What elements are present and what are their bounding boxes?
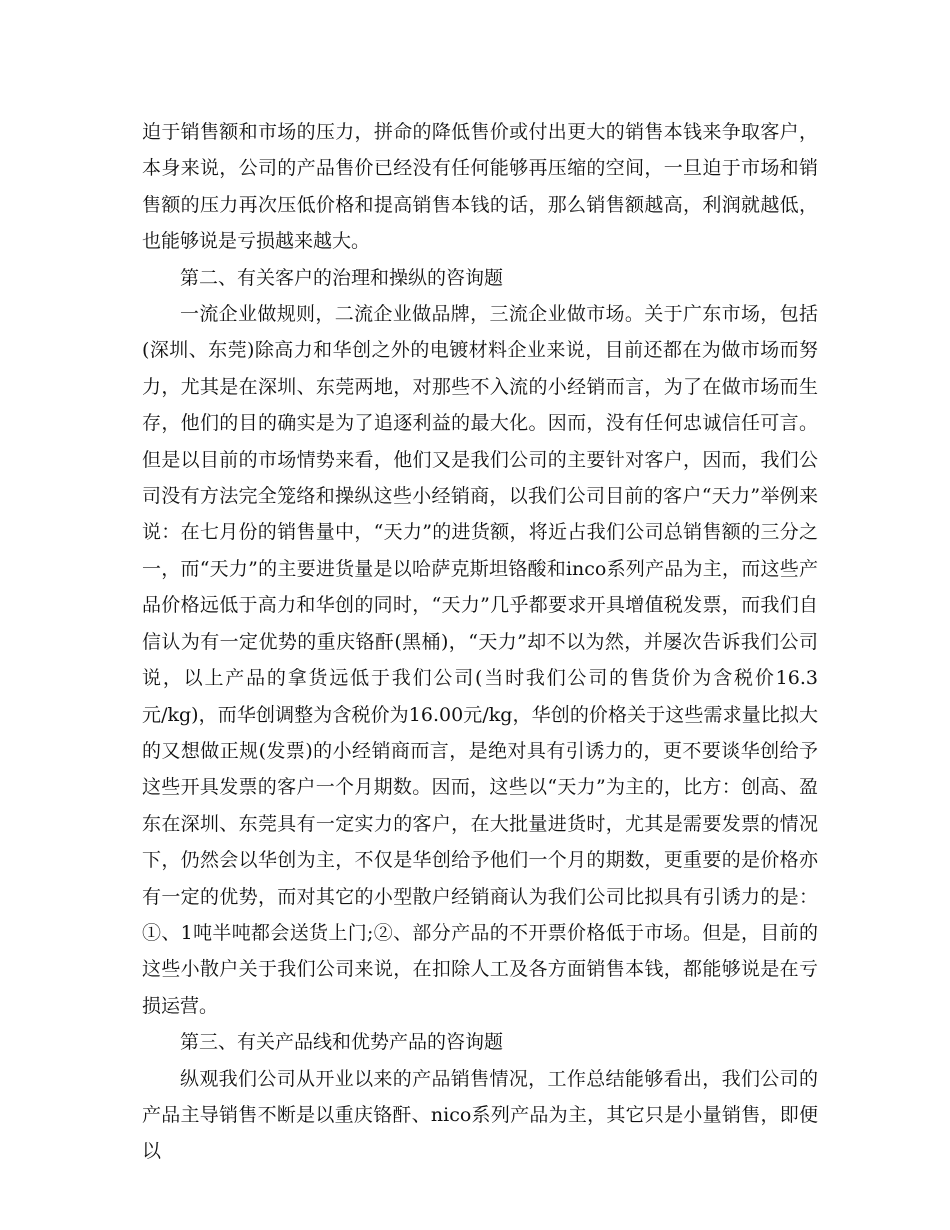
section-heading-customer-management: 第二、有关客户的治理和操纵的咨询题 — [180, 266, 504, 289]
paragraph-product-line: 纵观我们公司从开业以来的产品销售情况，工作总结能够看出，我们公司的产品主导销售不断是以重庆铬酐、nico系列产品为主，其它只是小量销售，即便以 — [142, 1067, 818, 1163]
document-body — [142, 114, 818, 1170]
section-heading-product-line: 第三、有关产品线和优势产品的咨询题 — [180, 1031, 504, 1054]
paragraph-customer-management: 一流企业做规则，二流企业做品牌，三流企业做市场。关于广东市场，包括(深圳、东莞)除高力和华创之外的电镀材料企业来说，目前还都在为做市场而努力，尤其是在深圳、东莞两地，对那些不入流的小经销而言，为了在做市场而生存，他们的目的确实是为了追逐利益的最大化。因而，没有任何忠诚信任可言。但是以目前的市场情势来看，他们又是我们公司的主要针对客户，因而，我们公司没有方法完全笼络和操纵这些小经销商，以我们公司目前的客户“天力”举例来说：在七月份的销售量中，“天力”的进货额，将近占我们公司总销售额的三分之一，而“天力”的主要进货量是以哈萨克斯坦铬酸和inco系列产品为主，而这些产品价格远低于高力和华创的同时，“天力”几乎都要求开具增值税发票，而我们自信认为有一定优势的重庆铬酐(黑桶)，“天力”却不以为然，并屡次告诉我们公司说，以上产品的拿货远低于我们公司(当时我们公司的售货价为含税价16.3元/kg)，而华创调整为含税价为16.00元/kg，华创的价格关于这些需求量比拟大的又想做正规(发票)的小经销商而言，是绝对具有引诱力的，更不要谈华创给予这些开具发票的客户一个月期数。因而，这些以“天力”为主的，比方：创高、盈东在深圳、东莞具有一定实力的客户，在大批量进货时，尤其是需要发票的情况下，仍然会以华创为主，不仅是华创给予他们一个月的期数，更重要的是价格亦有一定的优势，而对其它的小型散户经销商认为我们公司比拟具有引诱力的是：①、1吨半吨都会送货上门;②、部分产品的不开票价格低于市场。但是，目前的这些小散户关于我们公司来说，在扣除人工及各方面销售本钱，都能够说是在亏损运营。 — [142, 303, 818, 1017]
paragraph-price-pressure: 迫于销售额和市场的压力，拼命的降低售价或付出更大的销售本钱来争取客户，本身来说，公司的产品售价已经没有任何能够再压缩的空间，一旦迫于市场和销售额的压力再次压低价格和提高销售本钱的话，那么销售额越高，利润就越低，也能够说是亏损越来越大。 — [142, 121, 818, 253]
